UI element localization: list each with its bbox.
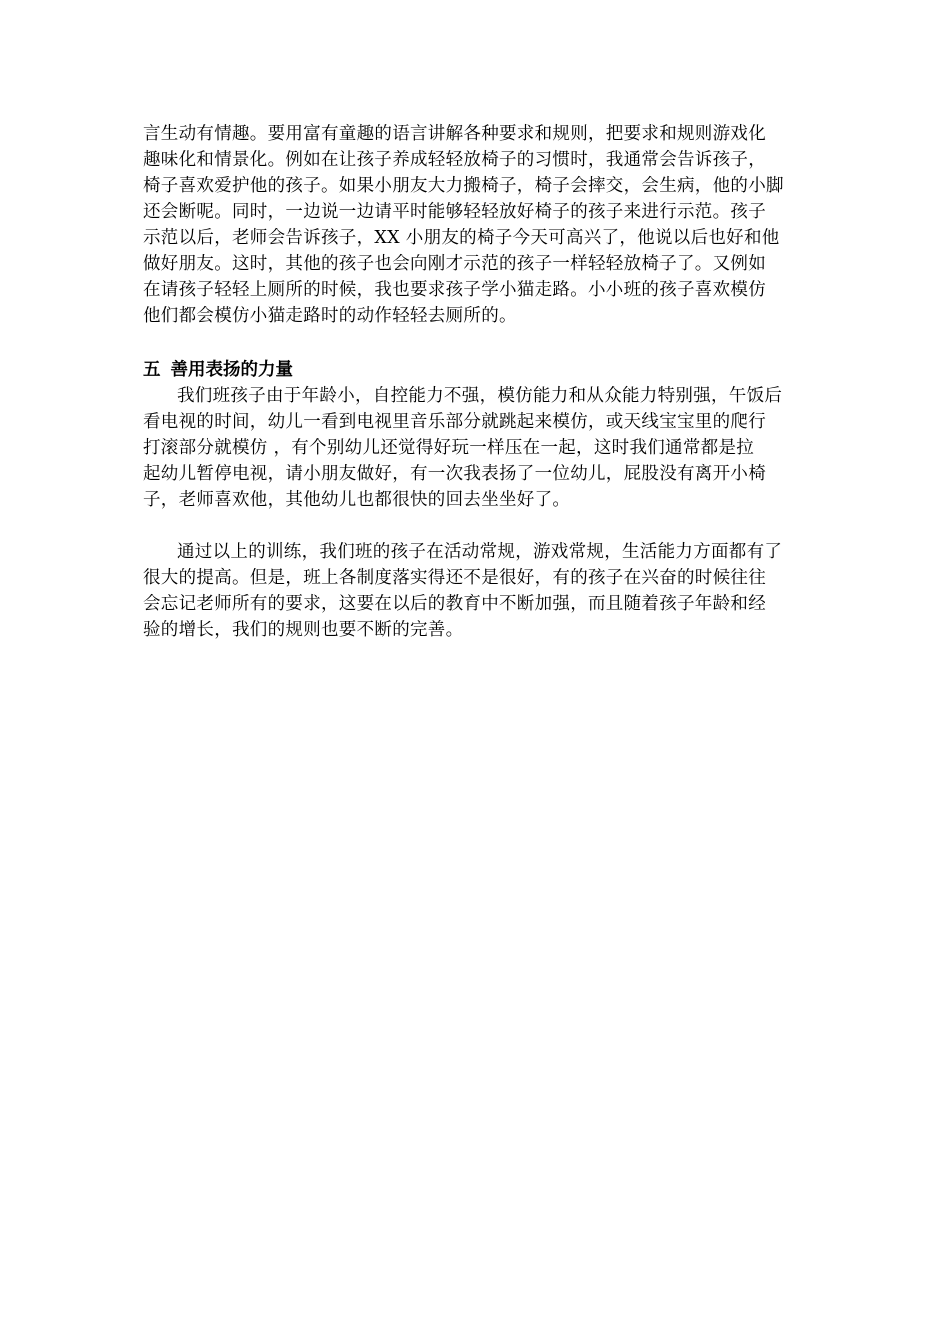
paragraph-line: 还会断呢。同时，一边说一边请平时能够轻轻放好椅子的孩子来进行示范。孩子 [143,202,766,222]
section-title: 善用表扬的力量 [170,360,293,380]
paragraph-line: 言生动有情趣。要用富有童趣的语言讲解各种要求和规则，把要求和规则游戏化 [143,124,766,144]
paragraph-line: 验的增长，我们的规则也要不断的完善。 [143,620,464,640]
paragraph-spacer [143,513,813,539]
paragraph-line: 在请孩子轻轻上厕所的时候，我也要求孩子学小猫走路。小小班的孩子喜欢模仿 [143,280,766,300]
document-page [143,121,813,643]
paragraph-line: 会忘记老师所有的要求，这要在以后的教育中不断加强，而且随着孩子年龄和经 [143,594,766,614]
paragraph-line: 示范以后，老师会告诉孩子，XX 小朋友的椅子今天可高兴了，他说以后也好和他 [143,228,780,248]
paragraph-line: 他们都会模仿小猫走路时的动作轻轻去厕所的。 [143,306,517,326]
section-number: 五 [143,360,161,380]
section-five-paragraph [143,383,813,513]
paragraph-line: 很大的提高。但是，班上各制度落实得还不是很好，有的孩子在兴奋的时候往往 [143,568,766,588]
paragraph-line: 我们班孩子由于年龄小，自控能力不强，模仿能力和从众能力特别强，午饭后 [177,386,783,406]
paragraph-line: 起幼儿暂停电视，请小朋友做好，有一次我表扬了一位幼儿，屁股没有离开小椅 [143,464,766,484]
paragraph-line: 椅子喜欢爱护他的孩子。如果小朋友大力搬椅子，椅子会摔交，会生病，他的小脚 [143,176,784,196]
paragraph-line: 趣味化和情景化。例如在让孩子养成轻轻放椅子的习惯时，我通常会告诉孩子， [143,150,766,170]
paragraph-line: 通过以上的训练，我们班的孩子在活动常规，游戏常规，生活能力方面都有了 [177,542,783,562]
section-five-heading [143,357,813,383]
section-four-tail-paragraph [143,121,813,329]
section-spacer [143,329,813,357]
conclusion-paragraph [143,539,813,643]
paragraph-line: 子，老师喜欢他，其他幼儿也都很快的回去坐坐好了。 [143,490,571,510]
paragraph-line: 做好朋友。这时，其他的孩子也会向刚才示范的孩子一样轻轻放椅子了。又例如 [143,254,766,274]
paragraph-line: 打滚部分就模仿 ，有个别幼儿还觉得好玩一样压在一起，这时我们通常都是拉 [143,438,755,458]
paragraph-line: 看电视的时间，幼儿一看到电视里音乐部分就跳起来模仿，或天线宝宝里的爬行 [143,412,766,432]
